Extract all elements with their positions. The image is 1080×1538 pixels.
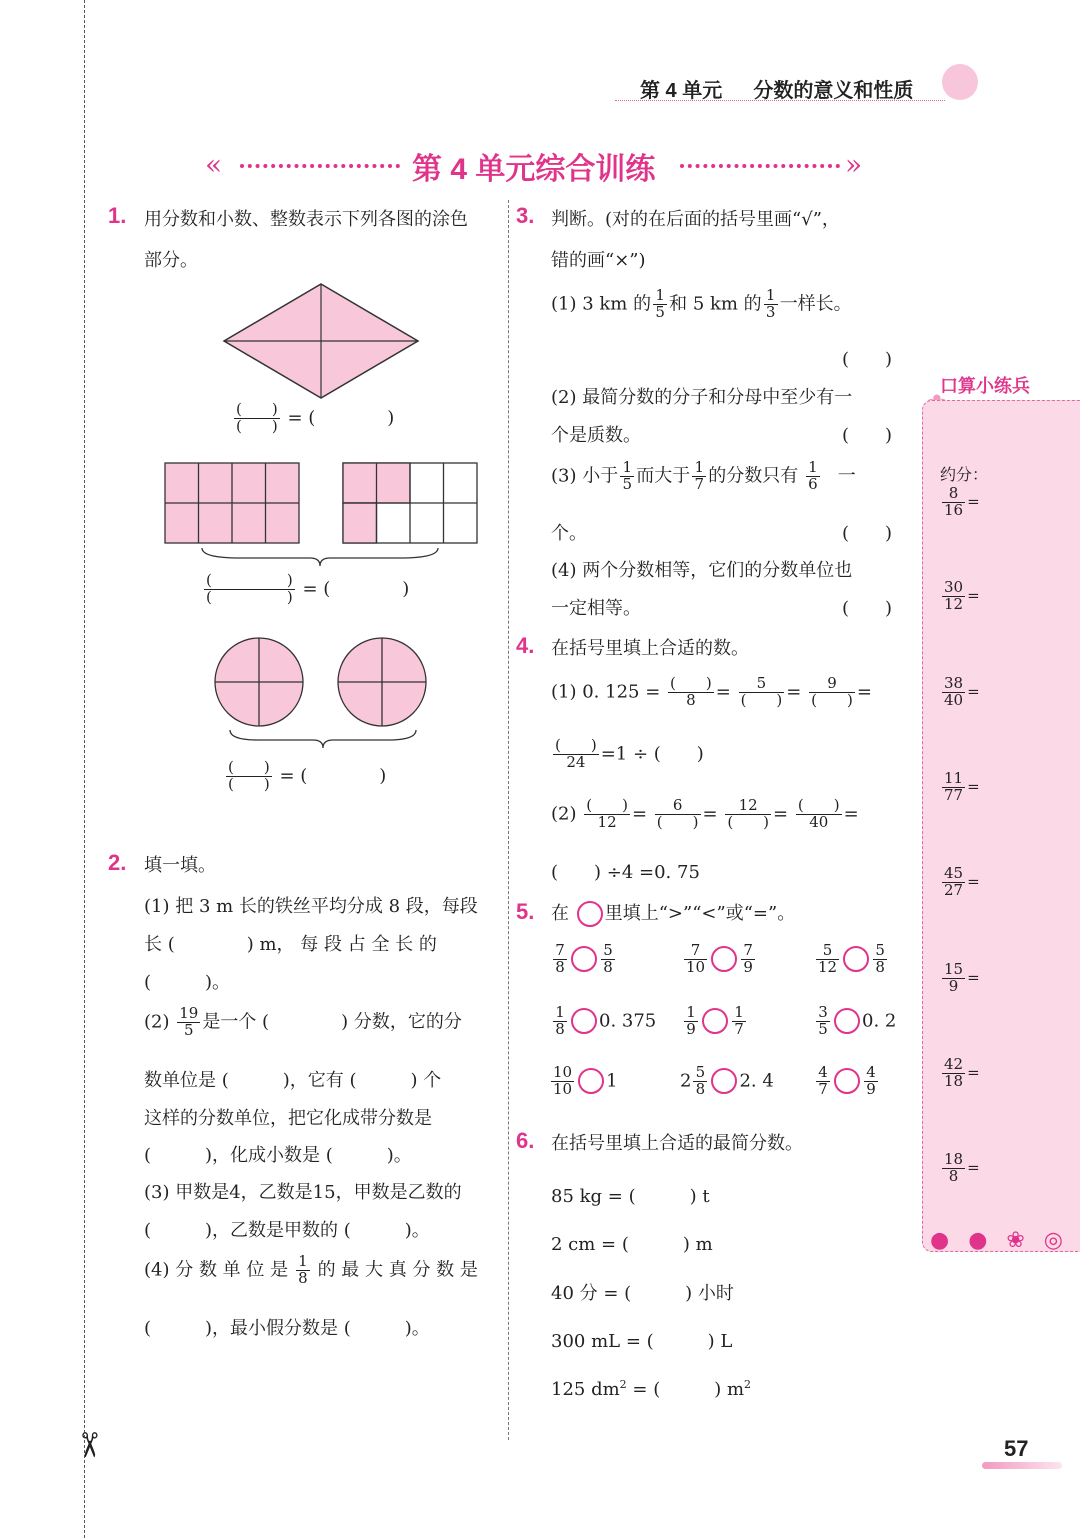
brace-1 [200, 546, 440, 568]
header-rule [615, 100, 945, 101]
rhombus-figure [222, 282, 420, 402]
sidebar-item: $\frac{30}{12}$ = [944, 578, 980, 613]
page-number: 57 [1004, 1436, 1029, 1461]
compare-circle[interactable] [702, 1008, 728, 1034]
snail-decoration-icon: ● ● ❀ ◎ [930, 1228, 1070, 1253]
q6-line: 300 mL = ( ) L [551, 1331, 733, 1352]
q3-item-4b: 一定相等。 [551, 598, 641, 619]
q3-item-3b: 个。 [551, 523, 587, 544]
sidebar-item: $\frac{8}{16}$ = [944, 484, 980, 519]
q2-line: 长 ( ) m， 每 段 占 全 长 的 [144, 934, 437, 955]
q5-item: $\frac{3}{5}$ 0. 2 [814, 1005, 896, 1038]
sidebar-panel [922, 400, 1080, 1252]
q3-item-2b: 个是质数。 [551, 425, 641, 446]
banner-left-arrow-icon: « [205, 148, 223, 181]
header-unit: 第 4 单元 [640, 80, 723, 102]
compare-circle[interactable] [711, 1068, 737, 1094]
q5-item: 2 $\frac{5}{8}$ 2. 4 [680, 1063, 774, 1098]
q5-item: $\frac{5}{12}$ $\frac{5}{8}$ [814, 943, 889, 976]
q2-number: 2. [108, 850, 127, 875]
q4-row-1b: $\frac{( )}{24}$ =1 ÷ ( ) [555, 736, 704, 771]
q3-item-4: (4) 两个分数相等，它们的分数单位也 [551, 560, 853, 581]
sidebar-item: $\frac{15}{9}$ = [944, 960, 980, 995]
sidebar-logo: 口算小练兵 [940, 376, 1030, 396]
q6-line: 40 分 = ( ) 小时 [551, 1283, 734, 1304]
compare-circle[interactable] [843, 946, 869, 972]
q3-number: 3. [516, 203, 535, 228]
q2-line: 数单位是 ( )，它有 ( ) 个 [144, 1070, 442, 1091]
q5-item: $\frac{7}{10}$ $\frac{7}{9}$ [682, 943, 757, 976]
banner-left-dots [240, 164, 400, 168]
header-decoration-icon [942, 64, 978, 100]
q2-line: (4) 分 数 单 位 是 $\frac{1}{8}$ 的 最 大 真 分 数 是 [144, 1252, 478, 1287]
q1-answer-3: $\frac{( )}{( )}$ = ( ) [228, 758, 387, 793]
sidebar-item: $\frac{18}{8}$ = [944, 1150, 980, 1185]
q6-line: 2 cm = ( ) m [551, 1234, 713, 1255]
q5-item: $\frac{1}{8}$ 0. 375 [551, 1005, 656, 1038]
q3-text: 判断。(对的在后面的括号里画“√”， [551, 209, 840, 230]
q1-number: 1. [108, 203, 127, 228]
banner-title: 第 4 单元综合训练 [412, 153, 656, 186]
q5-item: $\frac{1}{9}$ $\frac{1}{7}$ [682, 1005, 748, 1038]
q3-paren-2: ( ) [842, 425, 893, 446]
q1-answer-2: $\frac{( )}{( )}$ = ( ) [206, 571, 410, 606]
sidebar-item: $\frac{38}{40}$ = [944, 674, 980, 709]
q3-text-2: 错的画“×”) [551, 250, 646, 271]
q1-text-2: 部分。 [144, 250, 198, 271]
circles-figure [212, 636, 432, 728]
q6-line: 85 kg = ( ) t [551, 1186, 710, 1207]
q2-line: (1) 把 3 m 长的铁丝平均分成 8 段，每段 [144, 896, 478, 917]
page-number-bar [982, 1462, 1062, 1469]
header-title: 分数的意义和性质 [753, 80, 914, 102]
sidebar-heading: 约分： [940, 465, 989, 484]
q5-item: $\frac{7}{8}$ $\frac{5}{8}$ [551, 943, 617, 976]
q2-line: ( )，乙数是甲数的 ( )。 [144, 1220, 430, 1241]
q2-line: ( )，最小假分数是 ( )。 [144, 1318, 430, 1339]
q1-answer-1: $\frac{( )}{( )}$ = ( ) [236, 400, 395, 435]
compare-circle[interactable] [571, 946, 597, 972]
compare-circle[interactable] [578, 1068, 604, 1094]
q2-line: (3) 甲数是4，乙数是15，甲数是乙数的 [144, 1182, 462, 1203]
compare-circle[interactable] [834, 1008, 860, 1034]
q4-number: 4. [516, 633, 535, 658]
sidebar-item: $\frac{45}{27}$ = [944, 864, 980, 899]
scissors-icon: ✂ [68, 1430, 109, 1460]
compare-circle-icon [577, 901, 603, 927]
sidebar-item: $\frac{42}{18}$ = [944, 1055, 980, 1090]
q2-line: ( )，化成小数是 ( )。 [144, 1145, 412, 1166]
q1-text: 用分数和小数、整数表示下列各图的涂色 [144, 209, 468, 230]
q4-row-1: (1) 0. 125 = $\frac{( )}{8}$ = $\frac{5}{( )}$ = $\frac{9}{( )}$ = [551, 674, 872, 709]
q5-item: $\frac{4}{7}$ $\frac{4}{9}$ [814, 1065, 880, 1098]
q5-item: $\frac{10}{10}$ 1 [553, 1063, 618, 1098]
q4-row-2b: ( ) ÷4 =0. 75 [551, 862, 700, 883]
q3-paren-1: ( ) [842, 349, 893, 370]
q4-title: 在括号里填上合适的数。 [551, 638, 749, 659]
banner-right-arrow-icon: » [845, 148, 863, 181]
q6-title: 在括号里填上合适的最简分数。 [551, 1133, 803, 1154]
compare-circle[interactable] [834, 1068, 860, 1094]
q3-paren-4: ( ) [842, 598, 893, 619]
q2-title: 填一填。 [144, 855, 216, 876]
q3-item-1: (1) 3 km 的 $\frac{1}{5}$ 和 5 km 的 $\frac{1}{3}$ 一样长。 [551, 286, 852, 321]
q3-paren-3: ( ) [842, 523, 893, 544]
sidebar-item: $\frac{11}{77}$ = [944, 769, 980, 804]
banner-right-dots [680, 164, 840, 168]
q3-item-2: (2) 最简分数的分子和分母中至少有一 [551, 387, 853, 408]
q4-row-2: (2) $\frac{( )}{12}$ = $\frac{6}{( )}$ = $\frac{12}{( )}$ = $\frac{( )}{40}$ = [551, 796, 859, 831]
cut-line [84, 0, 85, 1538]
q3-item-3: (3) 小于 $\frac{1}{5}$ 而大于 $\frac{1}{7}$ 的分数只有 $\frac{1}{6}$ 一 [551, 458, 856, 493]
compare-circle[interactable] [711, 946, 737, 972]
q5-number: 5. [516, 899, 535, 924]
rectangles-figure [164, 462, 478, 546]
q6-number: 6. [516, 1128, 535, 1153]
q6-line: 125 $dm^2$ = ( ) $m^2$ [551, 1378, 752, 1400]
q5-title: 在 里填上“>”“<”或“=”。 [551, 899, 795, 927]
q2-line: 这样的分数单位，把它化成带分数是 [144, 1108, 432, 1129]
column-divider [508, 200, 509, 1440]
q2-line: ( )。 [144, 972, 231, 993]
compare-circle[interactable] [571, 1008, 597, 1034]
q2-line: (2) $\frac{19}{5}$ 是一个 ( ) 分数，它的分 [144, 1004, 462, 1039]
brace-2 [228, 728, 418, 750]
page-header [640, 74, 913, 103]
